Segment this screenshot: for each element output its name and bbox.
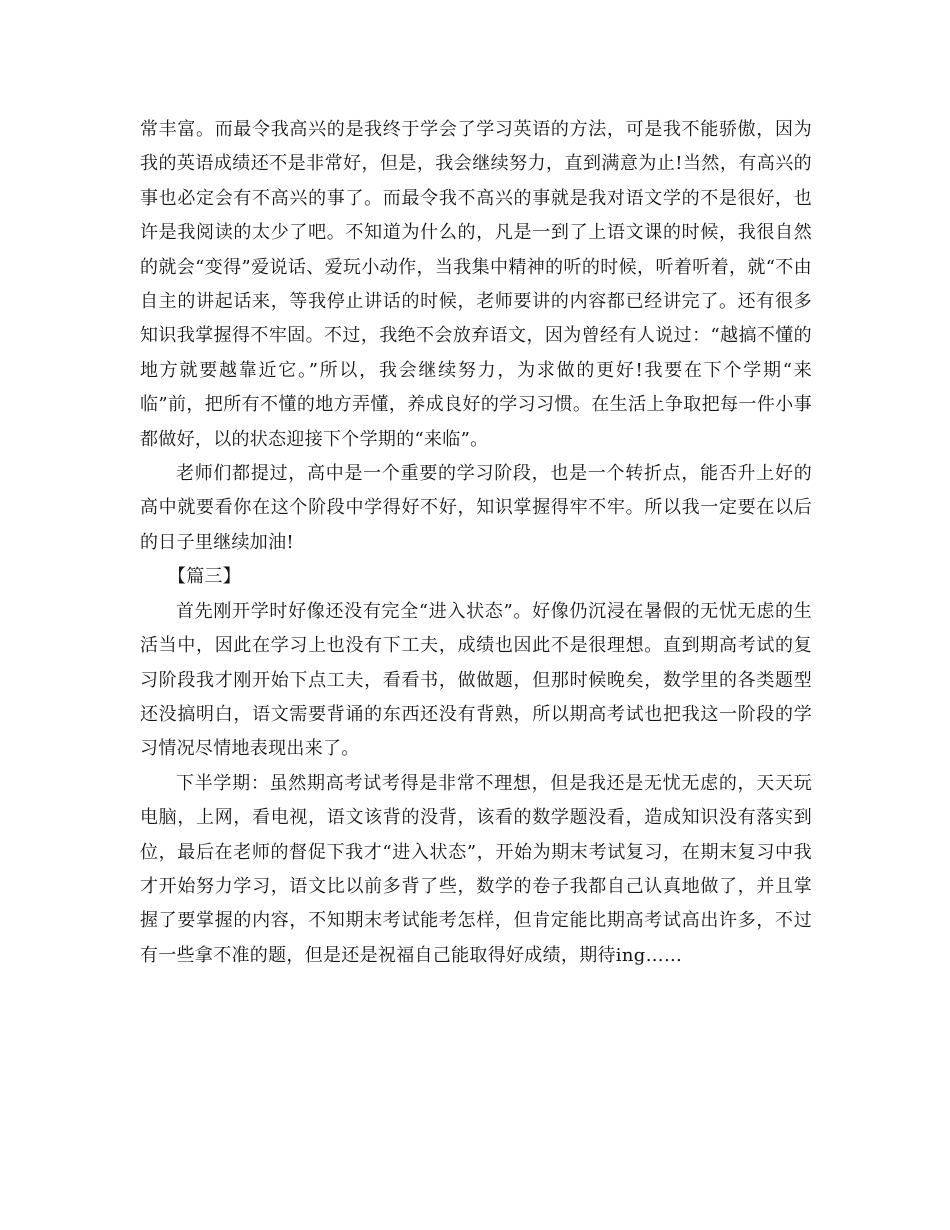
paragraph-second-half: 下半学期：虽然期高考试考得是非常不理想，但是我还是无忧无虑的，天天玩电脑，上网，看电视，语文该背的没背，该看的数学题没看，造成知识没有落实到位，最后在老师的督促下我才“进入状态”，开始为期末考试复习，在期末复习中我才开始努力学习，语文比以前多背了些，数学的卷子我都自己认真地做了，并且掌握了要掌握的内容，不知期末考试能考怎样，但肯定能比期高考试高出许多，不过有一些拿不准的题，但是还是祝福自己能取得好成绩，期待ing……: [140, 772, 812, 966]
section-heading: 【篇三】: [167, 566, 242, 588]
paragraph-continuation: 常丰富。而最令我高兴的是我终于学会了学习英语的方法，可是我不能骄傲，因为我的英语成绩还不是非常好，但是，我会继续努力，直到满意为止!当然，有高兴的事也必定会有不高兴的事了。而最令我不高兴的事就是我对语文学的不是很好，也许是我阅读的太少了吧。不知道为什么的，凡是一到了上语文课的时候，我很自然的就会“变得”爱说话、爱玩小动作，当我集中精神的听的时候，听着听着，就“不由自主的讲起话来，等我停止讲话的时候，老师要讲的内容都已经讲完了。还有很多知识我掌握得不牢固。不过，我绝不会放弃语文，因为曾经有人说过：“越搞不懂的地方就要越靠近它。”所以，我会继续努力，为求做的更好!我要在下个学期“来临”前，把所有不懂的地方弄懂，养成良好的学习习惯。在生活上争取把每一件小事都做好，以的状态迎接下个学期的“来临”。: [140, 119, 812, 450]
paragraph-teachers: 老师们都提过，高中是一个重要的学习阶段，也是一个转折点，能否升上好的高中就要看你在这个阶段中学得好不好，知识掌握得牢不牢。所以我一定要在以后的日子里继续加油!: [140, 463, 812, 553]
document-body: [140, 113, 812, 973]
paragraph-first-half: 首先刚开学时好像还没有完全“进入状态”。好像仍沉浸在暑假的无忧无虑的生活当中，因此在学习上也没有下工夫，成绩也因此不是很理想。直到期高考试的复习阶段我才刚开始下点工夫，看看书，做做题，但那时候晚矣，数学里的各类题型还没搞明白，语文需要背诵的东西还没有背熟，所以期高考试也把我这一阶段的学习情况尽情地表现出来了。: [140, 600, 812, 760]
